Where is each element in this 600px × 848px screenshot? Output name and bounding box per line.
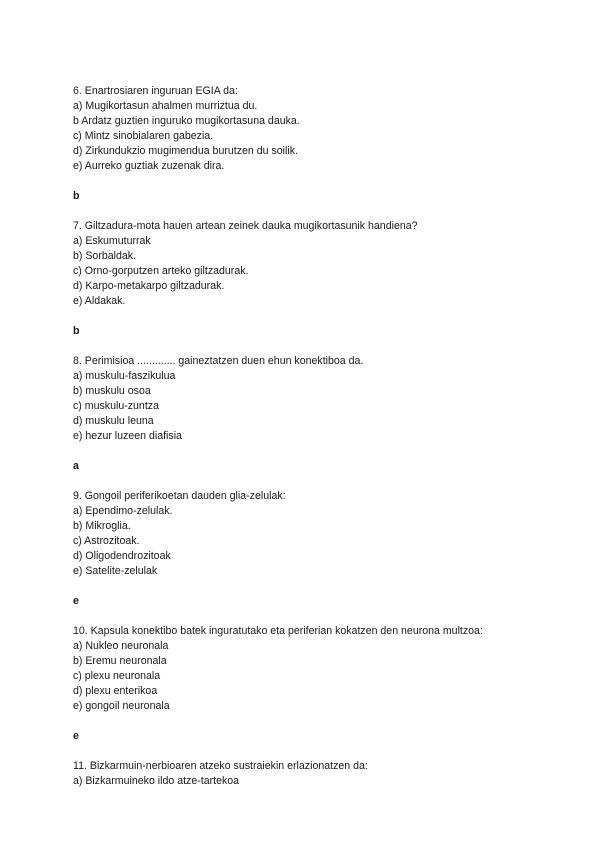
option-b: b) muskulu osoa (73, 385, 151, 397)
option-d: d) Oligodendrozitoak (73, 550, 171, 562)
question-7 (73, 219, 573, 339)
option-c: c) Astrozitoak. (73, 535, 140, 547)
option-a: a) Ependimo-zelulak. (73, 505, 173, 517)
option-b: b Ardatz guztien inguruko mugikortasuna dauka. (73, 115, 300, 127)
question-6 (73, 84, 573, 204)
question-11 (73, 759, 573, 789)
question-text: 7. Giltzadura-mota hauen artean zeinek dauka mugikortasunik handiena? (73, 220, 418, 232)
answer-key: e (73, 595, 79, 607)
answer-key: b (73, 190, 80, 202)
option-a: a) Bizkarmuineko ildo atze-tartekoa (73, 775, 240, 787)
question-text: 6. Enartrosiaren inguruan EGIA da: (73, 85, 238, 97)
question-text: 8. Perimisioa ............. gaineztatzen duen ehun konektiboa da. (73, 355, 364, 367)
option-a: a) muskulu-faszikulua (73, 370, 176, 382)
option-a: a) Mugikortasun ahalmen murriztua du. (73, 100, 258, 112)
option-b: b) Mikroglia. (73, 520, 131, 532)
option-d: d) Karpo-metakarpo giltzadurak. (73, 280, 225, 292)
option-e: e) Aurreko guztiak zuzenak dira. (73, 160, 225, 172)
option-e: e) gongoil neuronala (73, 700, 170, 712)
question-9 (73, 489, 573, 609)
answer-key: b (73, 325, 80, 337)
option-c: c) Mintz sinobialaren gabezia. (73, 130, 214, 142)
option-c: c) Orno-gorputzen arteko giltzadurak. (73, 265, 249, 277)
option-a: a) Nukleo neuronala (73, 640, 169, 652)
question-text: 11. Bizkarmuin-nerbioaren atzeko sustraiekin erlazionatzen da: (73, 760, 368, 772)
option-e: e) Aldakak. (73, 295, 126, 307)
option-e: e) hezur luzeen diafisia (73, 430, 182, 442)
question-text: 10. Kapsula konektibo batek inguratutako eta periferian kokatzen den neurona multzoa: (73, 625, 483, 637)
option-d: d) muskulu leuna (73, 415, 154, 427)
option-d: d) plexu enterikoa (73, 685, 158, 697)
document-page (73, 84, 573, 789)
answer-key: e (73, 730, 79, 742)
option-a: a) Eskumuturrak (73, 235, 151, 247)
option-b: b) Sorbaldak. (73, 250, 137, 262)
option-b: b) Eremu neuronala (73, 655, 167, 667)
option-c: c) muskulu-zuntza (73, 400, 159, 412)
option-c: c) plexu neuronala (73, 670, 161, 682)
question-10 (73, 624, 573, 744)
option-d: d) Zirkundukzio mugimendua burutzen du soilik. (73, 145, 298, 157)
question-8 (73, 354, 573, 474)
question-text: 9. Gongoil periferikoetan dauden glia-zelulak: (73, 490, 286, 502)
answer-key: a (73, 460, 79, 472)
option-e: e) Satelite-zelulak (73, 565, 158, 577)
